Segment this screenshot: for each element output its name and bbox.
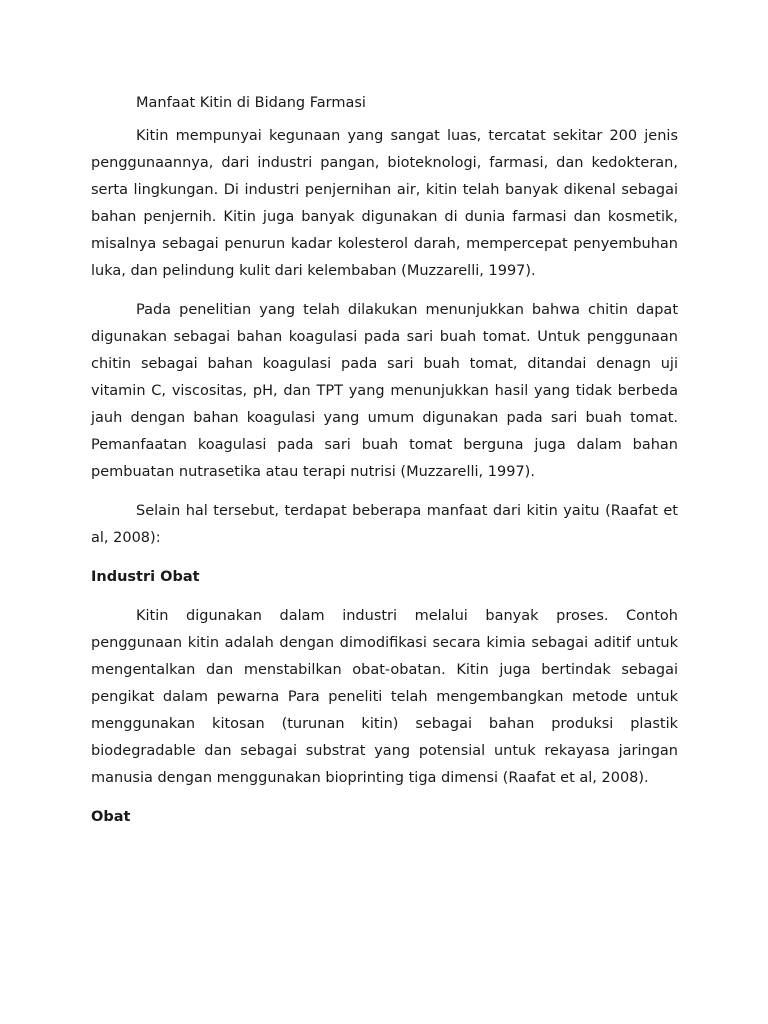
section-heading-industri-obat: Industri Obat: [91, 569, 200, 585]
document-page: [91, 90, 678, 843]
paragraph-3: Selain hal tersebut, terdapat beberapa manfaat dari kitin yaitu (Raafat et al, 2008):: [91, 503, 678, 546]
document-title: Manfaat Kitin di Bidang Farmasi: [136, 95, 366, 111]
paragraph-1: Kitin mempunyai kegunaan yang sangat luas, tercatat sekitar 200 jenis penggunaannya, dari industri pangan, bioteknologi, farmasi, dan kedokteran, serta lingkungan. Di industri penjernihan air, kitin telah banyak dikenal sebagai bahan penjernih. Kitin juga banyak digunakan di dunia farmasi dan kosmetik, misalnya sebagai penurun kadar kolesterol darah, mempercepat penyembuhan luka, dan pelindung kulit dari kelembaban (Muzzarelli, 1997).: [91, 128, 678, 279]
paragraph-industri-obat: Kitin digunakan dalam industri melalui banyak proses. Contoh penggunaan kitin adalah dengan dimodifikasi secara kimia sebagai aditif untuk mengentalkan dan menstabilkan obat-obatan. Kitin juga bertindak sebagai pengikat dalam pewarna Para peneliti telah mengembangkan metode untuk menggunakan kitosan (turunan kitin) sebagai bahan produksi plastik biodegradable dan sebagai substrat yang potensial untuk rekayasa jaringan manusia dengan menggunakan bioprinting tiga dimensi (Raafat et al, 2008).: [91, 608, 678, 786]
section-heading-obat: Obat: [91, 809, 131, 825]
paragraph-2: Pada penelitian yang telah dilakukan menunjukkan bahwa chitin dapat digunakan sebagai bahan koagulasi pada sari buah tomat. Untuk penggunaan chitin sebagai bahan koagulasi pada sari buah tomat, ditandai denagn uji vitamin C, viscositas, pH, dan TPT yang menunjukkan hasil yang tidak berbeda jauh dengan bahan koagulasi yang umum digunakan pada sari buah tomat. Pemanfaatan koagulasi pada sari buah tomat berguna juga dalam bahan pembuatan nutrasetika atau terapi nutrisi (Muzzarelli, 1997).: [91, 302, 678, 480]
